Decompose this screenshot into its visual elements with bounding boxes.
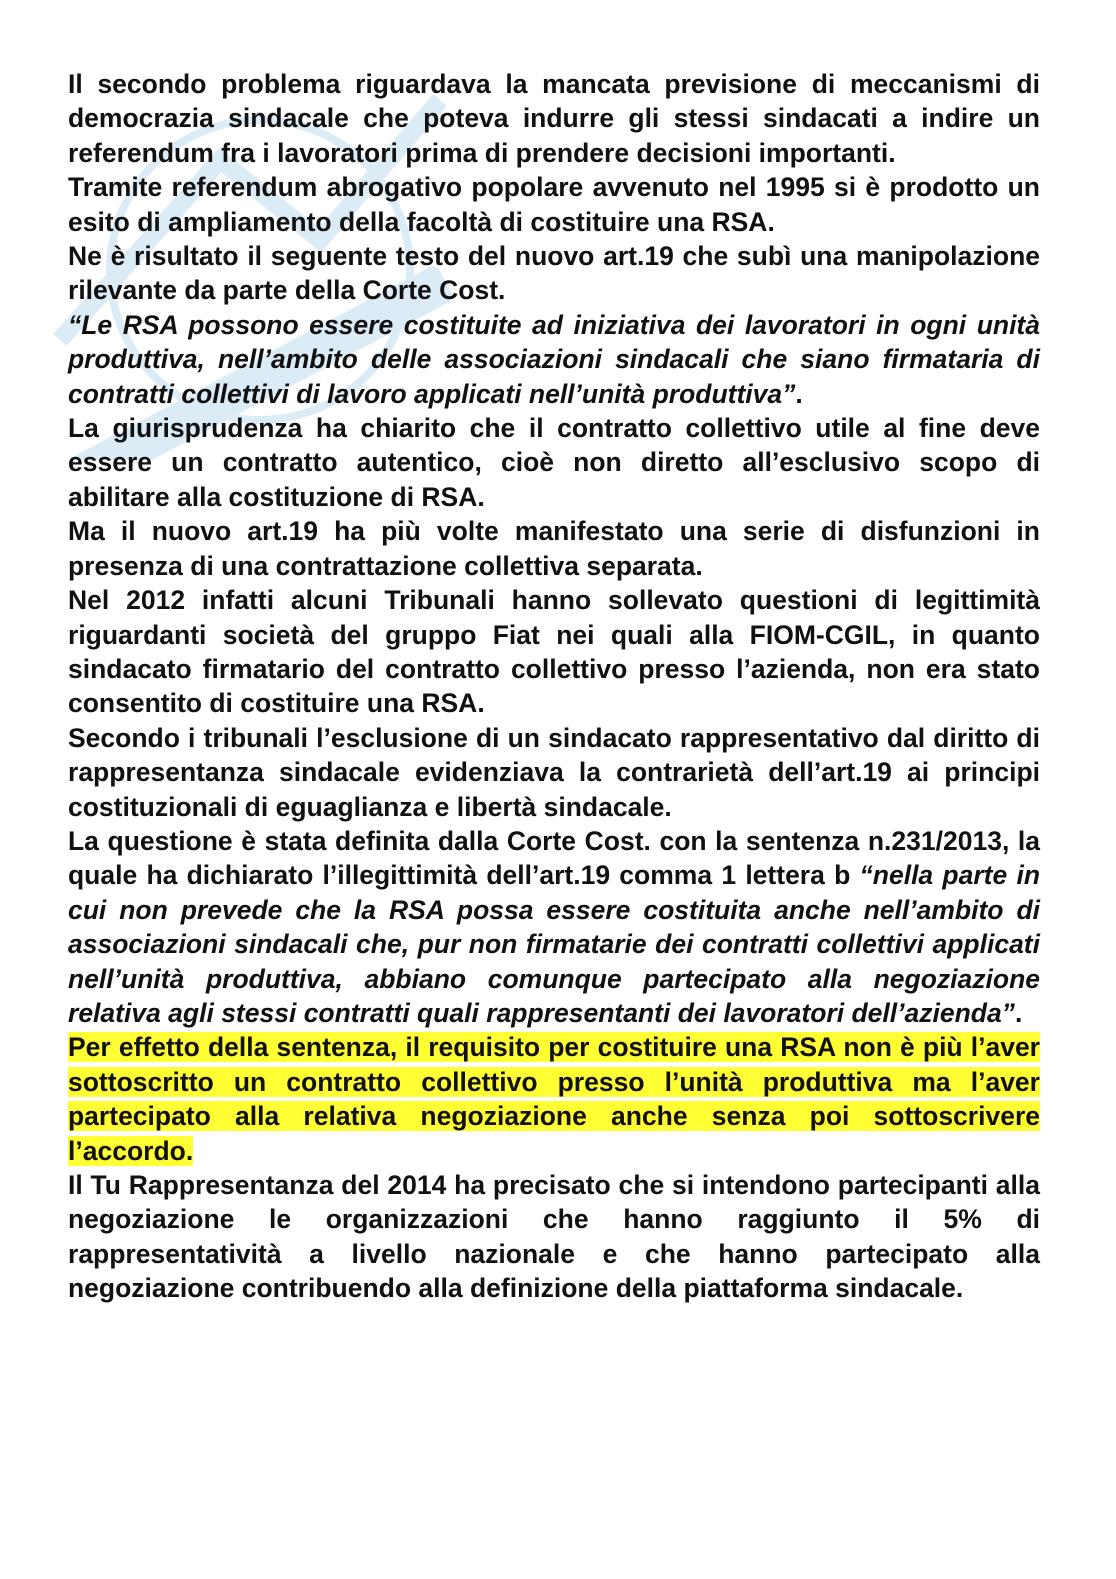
paragraph-4-quote [68, 308, 1040, 411]
quote-period: . [795, 378, 803, 409]
paragraph-6: Ma il nuovo art.19 ha più volte manifestato una serie di disfunzioni in presenza di una contrattazione collettiva separata. [68, 516, 1040, 581]
paragraph-1: Il secondo problema riguardava la mancata previsione di meccanismi di democrazia sindacale che poteva indurre gli stessi sindacati a indire un referendum fra i lavoratori prima di prendere decisioni importanti. [68, 69, 1040, 168]
paragraph-2: Tramite referendum abrogativo popolare avvenuto nel 1995 si è prodotto un esito di ampliamento della facoltà di costituire una RSA. [68, 172, 1040, 237]
paragraph-5: La giurisprudenza ha chiarito che il contratto collettivo utile al fine deve essere un contratto autentico, cioè non diretto all’esclusivo scopo di abilitare alla costituzione di RSA. [68, 413, 1040, 512]
sentence-quote: “nella parte in cui non prevede che la RSA possa essere costituita anche nell’ambito di associazioni sindacali che, pur non firmatarie dei contratti collettivi applicati nell’unità produttiva, abbiano comunque partecipato alla negoziazione relativa agli stessi contratti quali rappresentanti dei lavoratori dell’azienda” [68, 860, 1041, 1028]
paragraph-9 [68, 824, 1040, 1030]
sentence-lead: La questione è stata definita dalla Corte Cost. con la sentenza n.231/2013, la quale ha dichiarato l’illegittimità dell’art.19 comma 1 lettera b [68, 825, 1040, 891]
highlighted-text: Per effetto della sentenza, il requisito per costituire una RSA non è più l’aver sottoscritto un contratto collettivo presso l’unità produttiva ma l’aver partecipato alla relativa negoziazione anche senza poi sottoscrivere l’accordo. [68, 1032, 1040, 1166]
paragraph-10-highlighted [68, 1030, 1040, 1168]
quoted-article-text: “Le RSA possono essere costituite ad iniziativa dei lavoratori in ogni unità produttiva, nell’ambito delle associazioni sindacali che siano firmataria di contratti collettivi di lavoro applicati nell’unità produttiva” [68, 309, 1040, 409]
paragraph-11: Il Tu Rappresentanza del 2014 ha precisato che si intendono partecipanti alla negoziazione le organizzazioni che hanno raggiunto il 5% di rappresentatività a livello nazionale e che hanno partecipato alla negoziazione contribuendo alla definizione della piattaforma sindacale. [68, 1170, 1040, 1304]
document-body [68, 67, 1040, 1306]
paragraph-3: Ne è risultato il seguente testo del nuovo art.19 che subì una manipolazione rilevante da parte della Corte Cost. [68, 241, 1040, 306]
quote-period: . [1014, 997, 1023, 1028]
paragraph-7: Nel 2012 infatti alcuni Tribunali hanno sollevato questioni di legittimità riguardanti società del gruppo Fiat nei quali alla FIOM-CGIL, in quanto sindacato firmatario del contratto collettivo presso l’azienda, non era stato consentito di costituire una RSA. [68, 585, 1040, 719]
paragraph-8: Secondo i tribunali l’esclusione di un sindacato rappresentativo dal diritto di rappresentanza sindacale evidenziava la contrarietà dell’art.19 ai principi costituzionali di eguaglianza e libertà sindacale. [68, 722, 1040, 822]
